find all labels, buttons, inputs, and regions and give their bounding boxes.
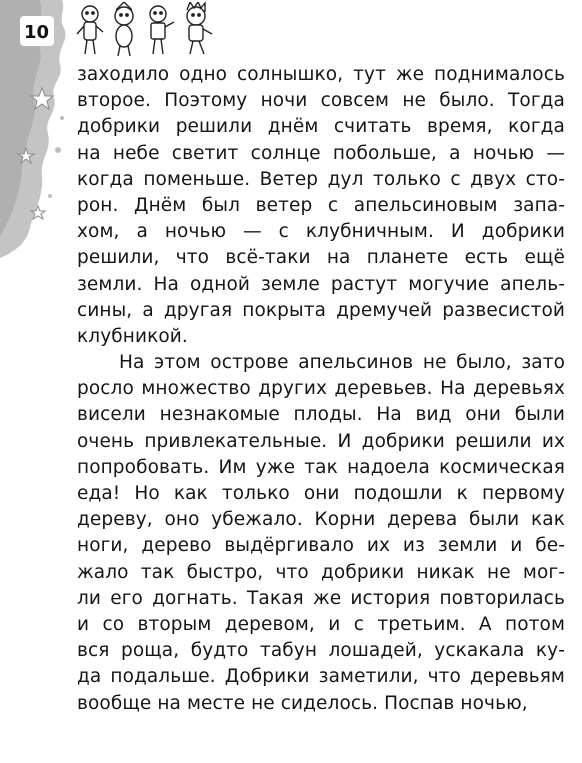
text-line: второе. Поэтому ночи совсем не было. Тогда: [77, 90, 565, 112]
text-line: еда! Но как только они подошли к первому: [77, 483, 565, 504]
page-number: 10: [24, 22, 50, 43]
text-line: рон. Днём был ветер с апельсиновым запа-: [77, 194, 565, 216]
text-line: добрики решили днём считать время, когда: [77, 116, 565, 138]
text-line: ноги, дерево выдёргивало их из земли и бе-: [77, 535, 565, 557]
text-line: решили, что всё-таки на планете есть ещё: [77, 247, 565, 269]
text-line: земли. На одной земле растут могучие апель-: [77, 273, 565, 295]
text-line: дереву, оно убежало. Корни дерева были как: [77, 509, 565, 531]
text-line: жало так быстро, что добрики никак не мог-: [77, 561, 565, 583]
text-line: когда поменьше. Ветер дул только с двух сто-: [77, 168, 565, 190]
text-line: ли его догнать. Такая же история повторилась: [77, 587, 565, 609]
text-line: хом, а ночью — с клубничным. И добрики: [77, 221, 565, 243]
paragraph: [77, 350, 565, 717]
text-line: вся роща, будто табун лошадей, ускакала ку-: [77, 640, 565, 662]
text-line: вообще на месте не сиделось. Поспав ночью,: [77, 692, 528, 714]
text-line: заходило одно солнышко, тут же поднималось: [77, 64, 565, 85]
text-line: и со вторым деревом, и с третьим. А потом: [77, 613, 565, 635]
cartoon-characters-illustration: [74, 2, 224, 58]
paragraph: [77, 62, 565, 350]
text-line: очень привлекательные. И добрики решили их: [77, 430, 565, 452]
text-line: клубникой.: [77, 325, 188, 347]
text-line: сины, а другая покрыта дремучей развесистой: [77, 299, 565, 321]
text-line: да подальше. Добрики заметили, что деревьям: [77, 666, 565, 688]
story-text: [77, 62, 565, 717]
text-line: На этом острове апельсинов не было, зато: [119, 352, 565, 374]
text-line: висели незнакомые плоды. На вид они были: [77, 404, 565, 426]
text-line: попробовать. Им уже так надоела космическая: [77, 456, 565, 478]
text-line: росло множество других деревьев. На деревьях: [77, 378, 565, 400]
text-line: на небе светит солнце побольше, а ночью —: [77, 142, 565, 164]
